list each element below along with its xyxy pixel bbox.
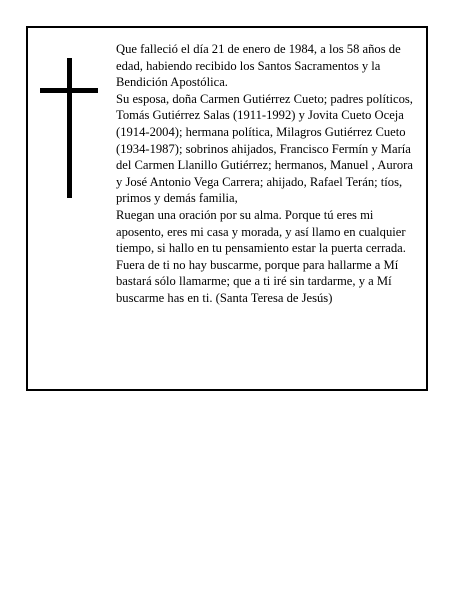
prayer-paragraph: Ruegan una oración por su alma. Porque tú eres mi aposento, eres mi casa y morada, y así llamo en cualquier tiempo, si hallo en tu pensamiento estar la puerta cerrada. Fuera de ti no hay buscarme, porque para hallarme a Mí bastará sólo llamarme; que a ti iré sin tardarme, y a Mí buscarme has en ti. (Santa Teresa de Jesús) (116, 207, 406, 305)
obituary-card (26, 26, 428, 391)
cross-horizontal-bar (40, 88, 98, 93)
cross-vertical-bar (67, 58, 72, 198)
obituary-text (116, 41, 422, 307)
family-paragraph: Su esposa, doña Carmen Gutiérrez Cueto; padres políticos, Tomás Gutiérrez Salas (1911-1992) y Jovita Cueto Oceja (1914-2004); hermana política, Milagros Gutiérrez Cueto (1934-1987); sobrinos ahijados, Francisco Fermín y María del Carmen Llanillo Gutiérrez; hermanos, Manuel , Aurora y José Antonio Vega Carrera; ahijado, Rafael Terán; tíos, primos y demás familia, (116, 91, 413, 206)
death-notice-paragraph: Que falleció el día 21 de enero de 1984, a los 58 años de edad, habiendo recibido los Santos Sacramentos y la Bendición Apostólica. (116, 42, 401, 90)
cross-icon (40, 58, 98, 198)
